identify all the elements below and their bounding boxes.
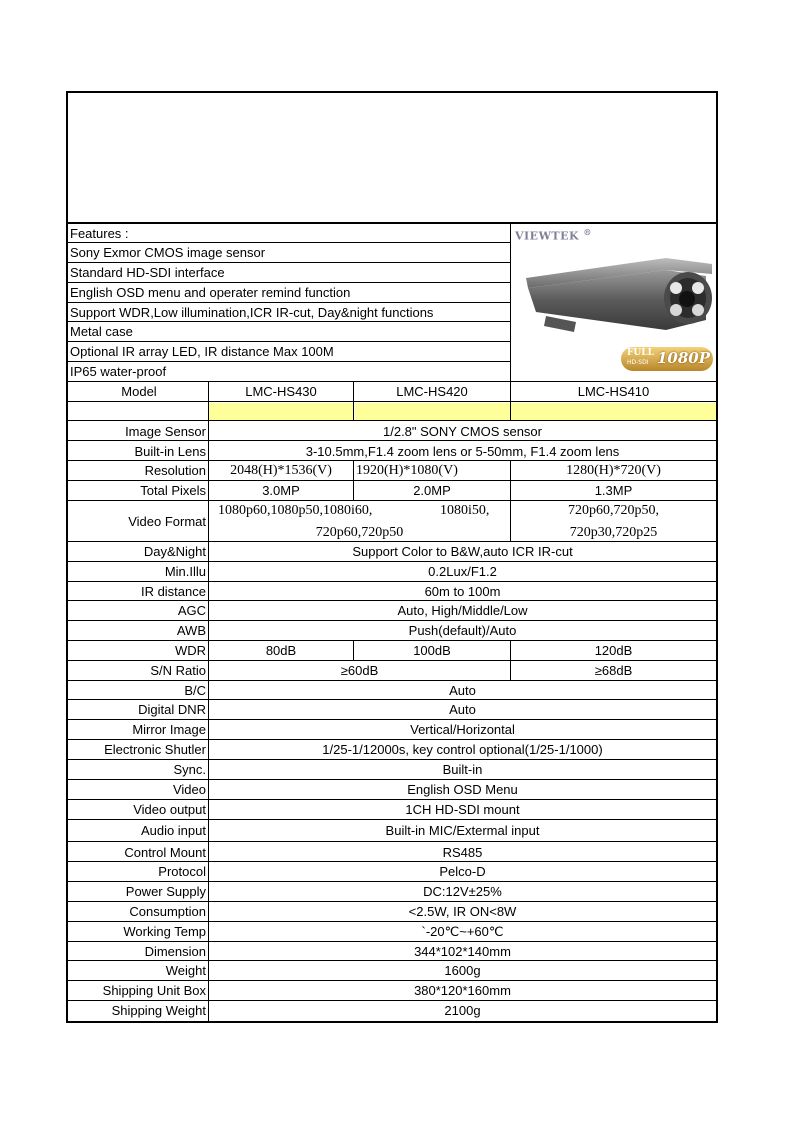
model-header-label: Model — [121, 384, 157, 399]
spec-value: 3-10.5mm,F1.4 zoom lens or 5-50mm, F1.4 zoom lens — [305, 444, 620, 459]
grid-line — [68, 960, 716, 961]
spec-value: 720p60,720p50 — [315, 525, 404, 540]
spec-value: Auto, High/Middle/Low — [397, 603, 528, 618]
feature-item: Optional IR array LED, IR distance Max 100M — [70, 344, 334, 359]
spec-value: 1/2.8" SONY CMOS sensor — [383, 424, 542, 439]
grid-line — [68, 640, 716, 641]
spec-label: Shipping Weight — [111, 1003, 206, 1018]
brand-logo: VIEWTEK ® — [515, 227, 592, 243]
grid-line — [68, 841, 716, 842]
grid-line — [68, 819, 716, 820]
model-name: LMC-HS410 — [577, 384, 650, 399]
grid-line — [68, 881, 716, 882]
spec-value: 1080i50, — [440, 503, 490, 518]
grid-line — [510, 222, 511, 382]
spec-label: WDR — [174, 643, 206, 658]
grid-line — [68, 341, 510, 342]
spec-value: 2048(H)*1536(V) — [230, 463, 332, 478]
spec-label: Consumption — [129, 904, 206, 919]
spec-value: 1/25-1/12000s, key control optional(1/25-1/1000) — [322, 742, 603, 757]
grid-line — [68, 361, 510, 362]
spec-label: Video output — [133, 802, 206, 817]
grid-line — [68, 660, 716, 661]
spec-label: Built-in Lens — [134, 444, 206, 459]
camera-image — [516, 240, 716, 340]
spec-value: English OSD Menu — [407, 782, 518, 797]
grid-line — [68, 222, 716, 224]
grid-line — [68, 901, 716, 902]
spec-label: Image Sensor — [125, 424, 206, 439]
grid-line — [510, 640, 511, 680]
spec-label: IR distance — [140, 584, 206, 599]
grid-line — [68, 1000, 716, 1001]
spec-value: <2.5W, IR ON<8W — [408, 904, 517, 919]
spec-value: Vertical/Horizontal — [410, 722, 515, 737]
grid-line — [68, 799, 716, 800]
spec-label: Dimension — [144, 944, 206, 959]
grid-line — [68, 921, 716, 922]
grid-line — [353, 460, 354, 500]
feature-item: IP65 water-proof — [70, 364, 167, 379]
spec-label: Total Pixels — [140, 483, 206, 498]
grid-line — [510, 381, 511, 420]
grid-line — [68, 861, 716, 862]
feature-item: Standard HD-SDI interface — [70, 265, 225, 280]
grid-line — [353, 381, 354, 420]
spec-value: 720p30,720p25 — [569, 525, 658, 540]
spec-label: Protocol — [158, 864, 206, 879]
spec-label: Min.Illu — [164, 564, 206, 579]
grid-line — [68, 480, 716, 481]
spec-label: Electronic Shutler — [104, 742, 206, 757]
grid-line — [68, 759, 716, 760]
spec-label: AGC — [177, 603, 206, 618]
grid-line — [68, 699, 716, 700]
spec-value: 1CH HD-SDI mount — [405, 802, 520, 817]
spec-label: Mirror Image — [132, 722, 206, 737]
grid-line — [68, 600, 716, 601]
grid-line — [68, 381, 716, 382]
grid-line — [353, 640, 354, 660]
spec-label: Video Format — [128, 514, 206, 529]
full-hd-badge: FULL HD-SDI 1080P — [621, 347, 713, 371]
spec-value: ≥60dB — [340, 663, 379, 678]
grid-line — [510, 460, 511, 541]
spec-value: 2100g — [444, 1003, 481, 1018]
spec-label: Shipping Unit Box — [102, 983, 206, 998]
grid-line — [68, 541, 716, 542]
spec-value: 2.0MP — [413, 483, 451, 498]
spec-label: Day&Night — [143, 544, 206, 559]
spec-label: Working Temp — [123, 924, 206, 939]
grid-line — [68, 941, 716, 942]
spec-value: 344*102*140mm — [414, 944, 511, 959]
grid-line — [68, 460, 716, 461]
spec-value: Support Color to B&W,auto ICR IR-cut — [352, 544, 573, 559]
spec-label: B/C — [184, 683, 206, 698]
grid-line — [68, 739, 716, 740]
spec-label: Digital DNR — [138, 702, 206, 717]
grid-line — [68, 561, 716, 562]
spec-label: Audio input — [140, 823, 206, 838]
feature-item: English OSD menu and operater remind function — [70, 285, 351, 300]
feature-item: Support WDR,Low illumination,ICR IR-cut, Day&night functions — [70, 305, 434, 320]
spec-value: 120dB — [594, 643, 633, 658]
spec-value: 1.3MP — [594, 483, 633, 498]
grid-line — [208, 381, 209, 1021]
grid-line — [68, 420, 716, 421]
spec-value: 1600g — [444, 963, 481, 978]
spec-value: 80dB — [265, 643, 297, 658]
grid-line — [68, 581, 716, 582]
spec-value: 1280(H)*720(V) — [566, 463, 661, 478]
grid-line — [68, 620, 716, 621]
model-name: LMC-HS430 — [245, 384, 317, 399]
highlight-cell — [355, 403, 510, 420]
spec-value: 720p60,720p50, — [568, 503, 659, 518]
features-title: Features : — [70, 226, 129, 241]
grid-line — [68, 242, 510, 243]
spec-value: `-20℃~+60℃ — [421, 924, 504, 939]
grid-line — [68, 262, 510, 263]
grid-line — [68, 401, 716, 402]
spec-value: Push(default)/Auto — [408, 623, 517, 638]
grid-line — [68, 719, 716, 720]
grid-line — [68, 779, 716, 780]
grid-line — [68, 440, 716, 441]
spec-value: 380*120*160mm — [414, 983, 511, 998]
spec-label: Sync. — [173, 762, 206, 777]
spec-value: DC:12V±25% — [423, 884, 502, 899]
spec-value: 1920(H)*1080(V) — [356, 463, 458, 478]
grid-line — [68, 282, 510, 283]
spec-value: Built-in MIC/Extermal input — [385, 823, 540, 838]
spec-label: Video — [172, 782, 206, 797]
spec-label: S/N Ratio — [150, 663, 206, 678]
spec-value: Auto — [449, 702, 476, 717]
spec-label: Control Mount — [124, 845, 206, 860]
feature-item: Metal case — [70, 324, 133, 339]
grid-line — [68, 680, 716, 681]
spec-label: Resolution — [144, 463, 206, 478]
spec-value: 0.2Lux/F1.2 — [428, 564, 497, 579]
highlight-cell — [209, 403, 353, 420]
spec-label: Weight — [165, 963, 206, 978]
highlight-cell — [511, 403, 716, 420]
spec-label: Power Supply — [125, 884, 206, 899]
grid-line — [68, 980, 716, 981]
spec-value: 3.0MP — [262, 483, 300, 498]
spec-value: Built-in — [442, 762, 483, 777]
spec-label: AWB — [176, 623, 206, 638]
spec-value: ≥68dB — [594, 663, 633, 678]
spec-value: RS485 — [442, 845, 483, 860]
feature-item: Sony Exmor CMOS image sensor — [70, 245, 266, 260]
grid-line — [68, 321, 510, 322]
spec-value: 100dB — [413, 643, 451, 658]
spec-value: 60m to 100m — [424, 584, 501, 599]
spec-value: Pelco-D — [439, 864, 486, 879]
spec-value: 1080p60,1080p50,1080i60, — [218, 503, 373, 518]
grid-line — [68, 302, 510, 303]
grid-line — [68, 500, 716, 501]
model-name: LMC-HS420 — [396, 384, 468, 399]
spec-value: Auto — [449, 683, 476, 698]
